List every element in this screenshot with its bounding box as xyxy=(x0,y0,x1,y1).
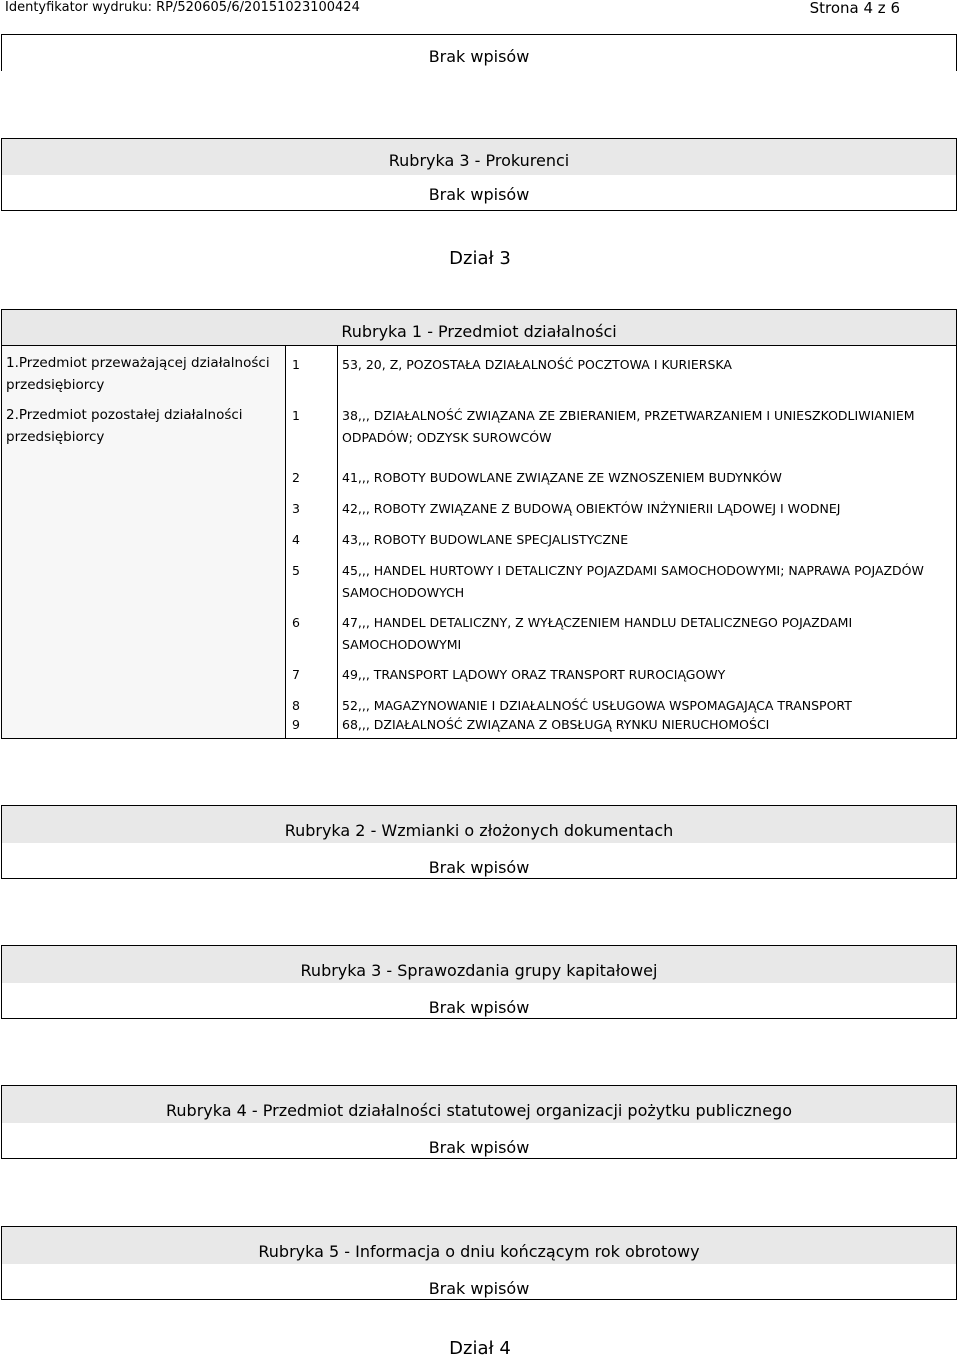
rubryka-4-title: Rubryka 4 - Przedmiot działalności statutowej organizacji pożytku publicznego xyxy=(2,1086,956,1123)
row-text: 41,,, ROBOTY BUDOWLANE ZWIĄZANE ZE WZNOSZENIEM BUDYNKÓW xyxy=(342,470,782,485)
row-number: 1 xyxy=(292,357,300,372)
rubryka-3-prokurenci-title: Rubryka 3 - Prokurenci xyxy=(2,139,956,175)
dzial-3-heading: Dział 3 xyxy=(449,248,511,269)
top-section-empty: Brak wpisów xyxy=(2,35,956,79)
page-number: Strona 4 z 6 xyxy=(809,0,900,17)
rubryka-5-box xyxy=(1,1226,957,1300)
rubryka-2-title: Rubryka 2 - Wzmianki o złożonych dokumentach xyxy=(2,806,956,843)
row-number: 3 xyxy=(292,501,300,516)
row-text: 45,,, HANDEL HURTOWY I DETALICZNY POJAZDAMI SAMOCHODOWYMI; NAPRAWA POJAZDÓW SAMOCHODOWYCH xyxy=(342,563,924,600)
row-number: 5 xyxy=(292,563,300,578)
other-activity-label: 2.Przedmiot pozostałej działalności przedsiębiorcy xyxy=(6,407,243,445)
row-number: 4 xyxy=(292,532,300,547)
rubryka-3-prokurenci-box xyxy=(1,138,957,211)
row-text: 52,,, MAGAZYNOWANIE I DZIAŁALNOŚĆ USŁUGOWA WSPOMAGAJĄCA TRANSPORT xyxy=(342,698,852,713)
row-text: 42,,, ROBOTY ZWIĄZANE Z BUDOWĄ OBIEKTÓW INŻYNIERII LĄDOWEJ I WODNEJ xyxy=(342,501,841,516)
rubryka-2-box xyxy=(1,805,957,879)
rubryka-1-box xyxy=(1,309,957,739)
print-identifier: Identyfikator wydruku: RP/520605/6/20151023100424 xyxy=(5,0,360,15)
rubryka-5-empty: Brak wpisów xyxy=(2,1264,956,1299)
top-section-box xyxy=(1,34,957,71)
rubryka-1-title: Rubryka 1 - Przedmiot działalności xyxy=(2,310,956,346)
rubryka-3-sprawozdania-empty: Brak wpisów xyxy=(2,983,956,1018)
row-text: 47,,, HANDEL DETALICZNY, Z WYŁĄCZENIEM HANDLU DETALICZNEGO POJAZDAMI SAMOCHODOWYMI xyxy=(342,615,853,652)
row-text: 53, 20, Z, POZOSTAŁA DZIAŁALNOŚĆ POCZTOWA I KURIERSKA xyxy=(342,357,732,372)
rubryka-3-sprawozdania-title: Rubryka 3 - Sprawozdania grupy kapitałowej xyxy=(2,946,956,983)
rubryka-4-box xyxy=(1,1085,957,1159)
rubryka-4-empty: Brak wpisów xyxy=(2,1123,956,1158)
rubryka-3-prokurenci-empty: Brak wpisów xyxy=(2,175,956,210)
row-number: 2 xyxy=(292,470,300,485)
rubryka-1-body xyxy=(2,346,956,738)
main-activity-label: 1.Przedmiot przeważającej działalności przedsiębiorcy xyxy=(6,355,270,393)
row-text: 38,,, DZIAŁALNOŚĆ ZWIĄZANA ZE ZBIERANIEM, PRZETWARZANIEM I UNIESZKODLIWIANIEM ODPADÓW; ODZYSK SUROWCÓW xyxy=(342,408,915,445)
rubryka-2-empty: Brak wpisów xyxy=(2,843,956,878)
row-number: 1 xyxy=(292,408,300,423)
row-number: 8 xyxy=(292,698,300,713)
dzial-4-heading: Dział 4 xyxy=(449,1338,511,1359)
row-text: 68,,, DZIAŁALNOŚĆ ZWIĄZANA Z OBSŁUGĄ RYNKU NIERUCHOMOŚCI xyxy=(342,717,770,732)
rubryka-3-sprawozdania-box xyxy=(1,945,957,1019)
row-number: 7 xyxy=(292,667,300,682)
row-text: 49,,, TRANSPORT LĄDOWY ORAZ TRANSPORT RUROCIĄGOWY xyxy=(342,667,726,682)
row-number: 6 xyxy=(292,615,300,630)
row-text: 43,,, ROBOTY BUDOWLANE SPECJALISTYCZNE xyxy=(342,532,629,547)
rubryka-5-title: Rubryka 5 - Informacja o dniu kończącym rok obrotowy xyxy=(2,1227,956,1264)
row-number: 9 xyxy=(292,717,300,732)
